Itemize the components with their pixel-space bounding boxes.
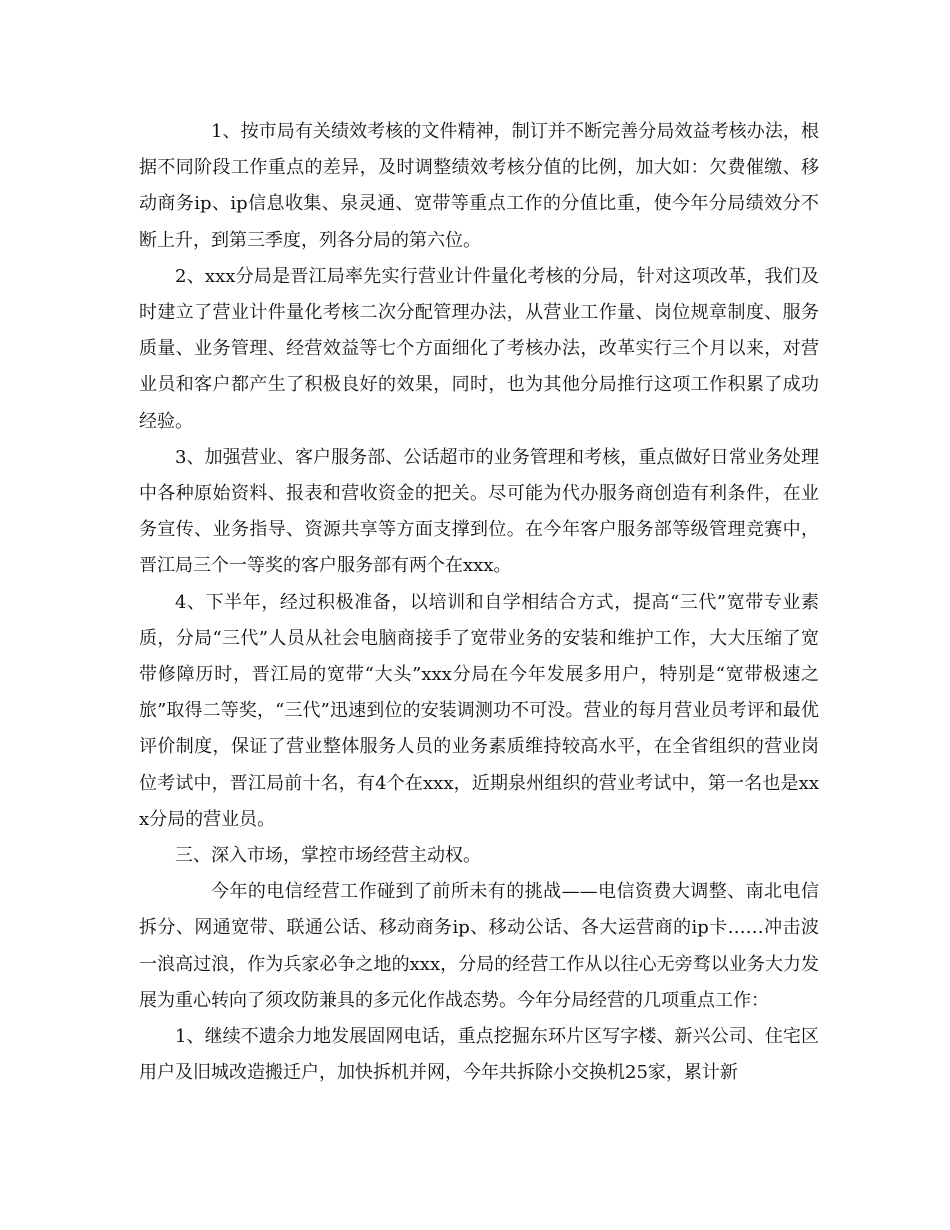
document-body	[139, 114, 819, 1091]
section-heading-market: 三、深入市场，掌控市场经营主动权。	[175, 845, 481, 867]
paragraph-broadband-training: 4、下半年，经过积极准备，以培训和自学相结合方式，提高“三代”宽带专业素质，分局“三代”人员从社会电脑商接手了宽带业务的安装和维护工作，大大压缩了宽带修障历时，晋江局的宽带“大头”xxx分局在今年发展多用户，特别是“宽带极速之旅”取得二等奖，“三代”迅速到位的安装调测功不可没。营业的每月营业员考评和最优评价制度，保证了营业整体服务人员的业务素质维持较高水平，在全省组织的营业岗位考试中，晋江局前十名，有4个在xxx，近期泉州组织的营业考试中，第一名也是xxx分局的营业员。	[139, 591, 819, 830]
paragraph-business-management: 3、加强营业、客户服务部、公话超市的业务管理和考核，重点做好日常业务处理中各种原始资料、报表和营收资金的把关。尽可能为代办服务商创造有利条件，在业务宣传、业务指导、资源共享等方面支撑到位。在今年客户服务部等级管理竞赛中，晋江局三个一等奖的客户服务部有两个在xxx。	[139, 446, 819, 577]
paragraph-market-challenges: 今年的电信经营工作碰到了前所未有的挑战——电信资费大调整、南北电信拆分、网通宽带、联通公话、移动商务ip、移动公话、各大运营商的ip卡……冲击波一浪高过浪，作为兵家必争之地的xxx，分局的经营工作从以往心无旁骛以业务大力发展为重心转向了须攻防兼具的多元化作战态势。今年分局经营的几项重点工作：	[139, 881, 819, 1011]
paragraph-fixed-line-development: 1、继续不遗余力地发展固网电话，重点挖掘东环片区写字楼、新兴公司、住宅区用户及旧城改造搬迁户，加快拆机并网，今年共拆除小交换机25家，累计新	[139, 1026, 819, 1084]
paragraph-piecework-assessment: 2、xxx分局是晋江局率先实行营业计件量化考核的分局，针对这项改革，我们及时建立了营业计件量化考核二次分配管理办法，从营业工作量、岗位规章制度、服务质量、业务管理、经营效益等七个方面细化了考核办法，改革实行三个月以来，对营业员和客户都产生了积极良好的效果，同时，也为其他分局推行这项工作积累了成功经验。	[139, 265, 819, 432]
paragraph-performance-assessment: 1、按市局有关绩效考核的文件精神，制订并不断完善分局效益考核办法，根据不同阶段工作重点的差异，及时调整绩效考核分值的比例，加大如：欠费催缴、移动商务ip、ip信息收集、泉灵通、宽带等重点工作的分值比重，使今年分局绩效分不断上升，到第三季度，列各分局的第六位。	[139, 121, 819, 251]
